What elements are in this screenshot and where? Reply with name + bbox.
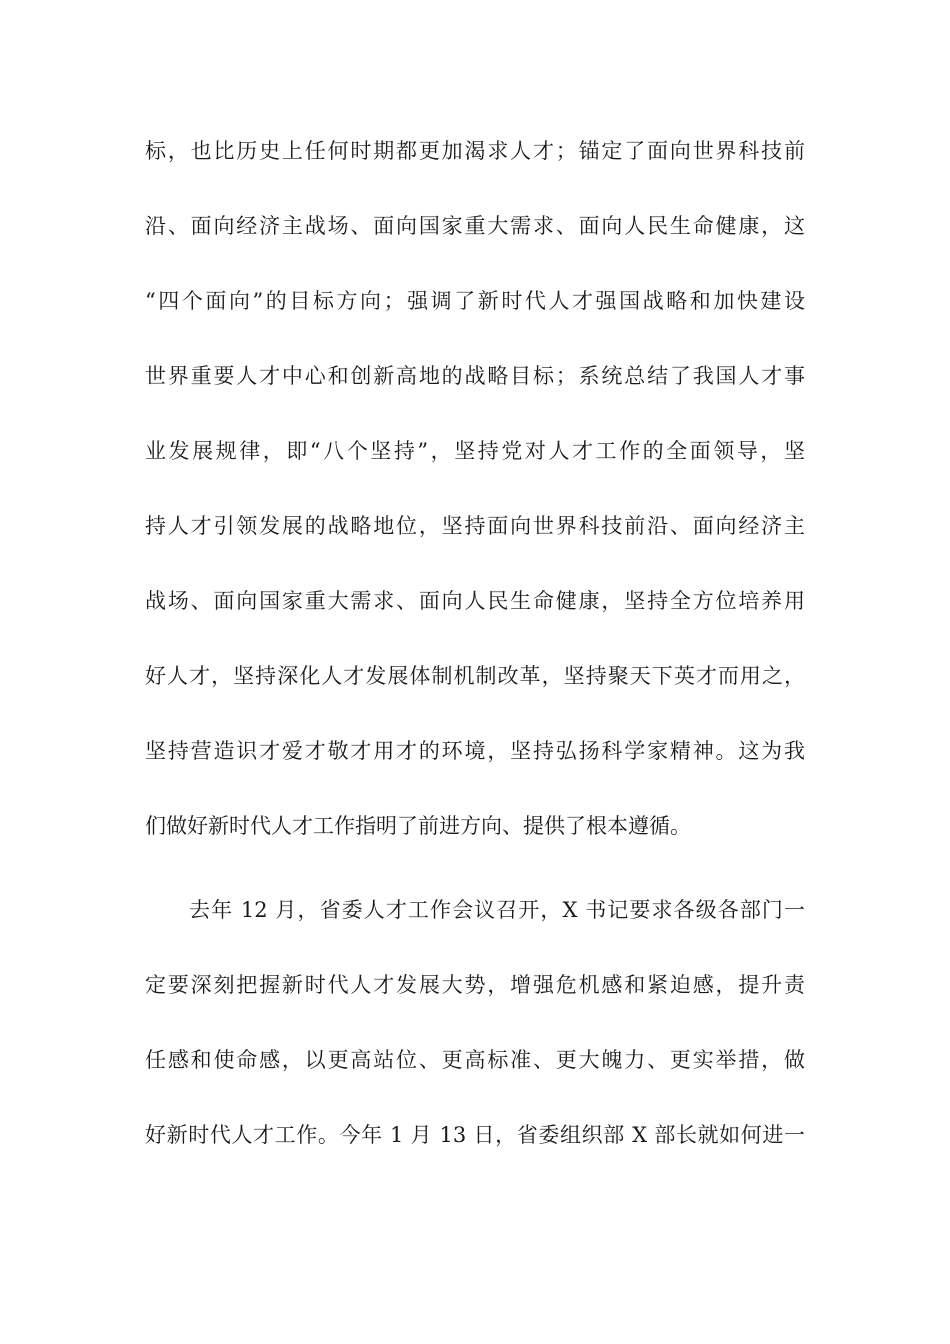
text-line: “四个面向”的目标方向；强调了新时代人才强国战略和加快建设 (145, 289, 805, 313)
text-line: 好人才，坚持深化人才发展体制机制改革，坚持聚天下英才而用之， (145, 664, 805, 688)
text-line: 沿、面向经济主战场、面向国家重大需求、面向人民生命健康，这 (145, 214, 805, 238)
text-line: 好新时代人才工作。今年 1 月 13 日，省委组织部 X 部长就如何进一 (145, 1123, 805, 1147)
text-line: 战场、面向国家重大需求、面向人民生命健康，坚持全方位培养用 (145, 589, 805, 613)
text-line: 去年 12 月，省委人才工作会议召开，X 书记要求各级各部门一 (189, 898, 805, 922)
text-line: 坚持营造识才爱才敬才用才的环境，坚持弘扬科学家精神。这为我 (145, 739, 805, 763)
text-line: 标，也比历史上任何时期都更加渴求人才；锚定了面向世界科技前 (145, 139, 805, 163)
text-line: 持人才引领发展的战略地位，坚持面向世界科技前沿、面向经济主 (145, 514, 805, 538)
text-line: 们做好新时代人才工作指明了前进方向、提供了根本遵循。 (145, 814, 691, 838)
text-line: 任感和使命感，以更高站位、更高标准、更大魄力、更实举措，做 (145, 1048, 805, 1072)
text-line: 业发展规律，即“八个坚持”，坚持党对人才工作的全面领导，坚 (145, 439, 805, 463)
text-line: 定要深刻把握新时代人才发展大势，增强危机感和紧迫感，提升责 (145, 973, 805, 997)
text-line: 世界重要人才中心和创新高地的战略目标；系统总结了我国人才事 (145, 364, 805, 388)
